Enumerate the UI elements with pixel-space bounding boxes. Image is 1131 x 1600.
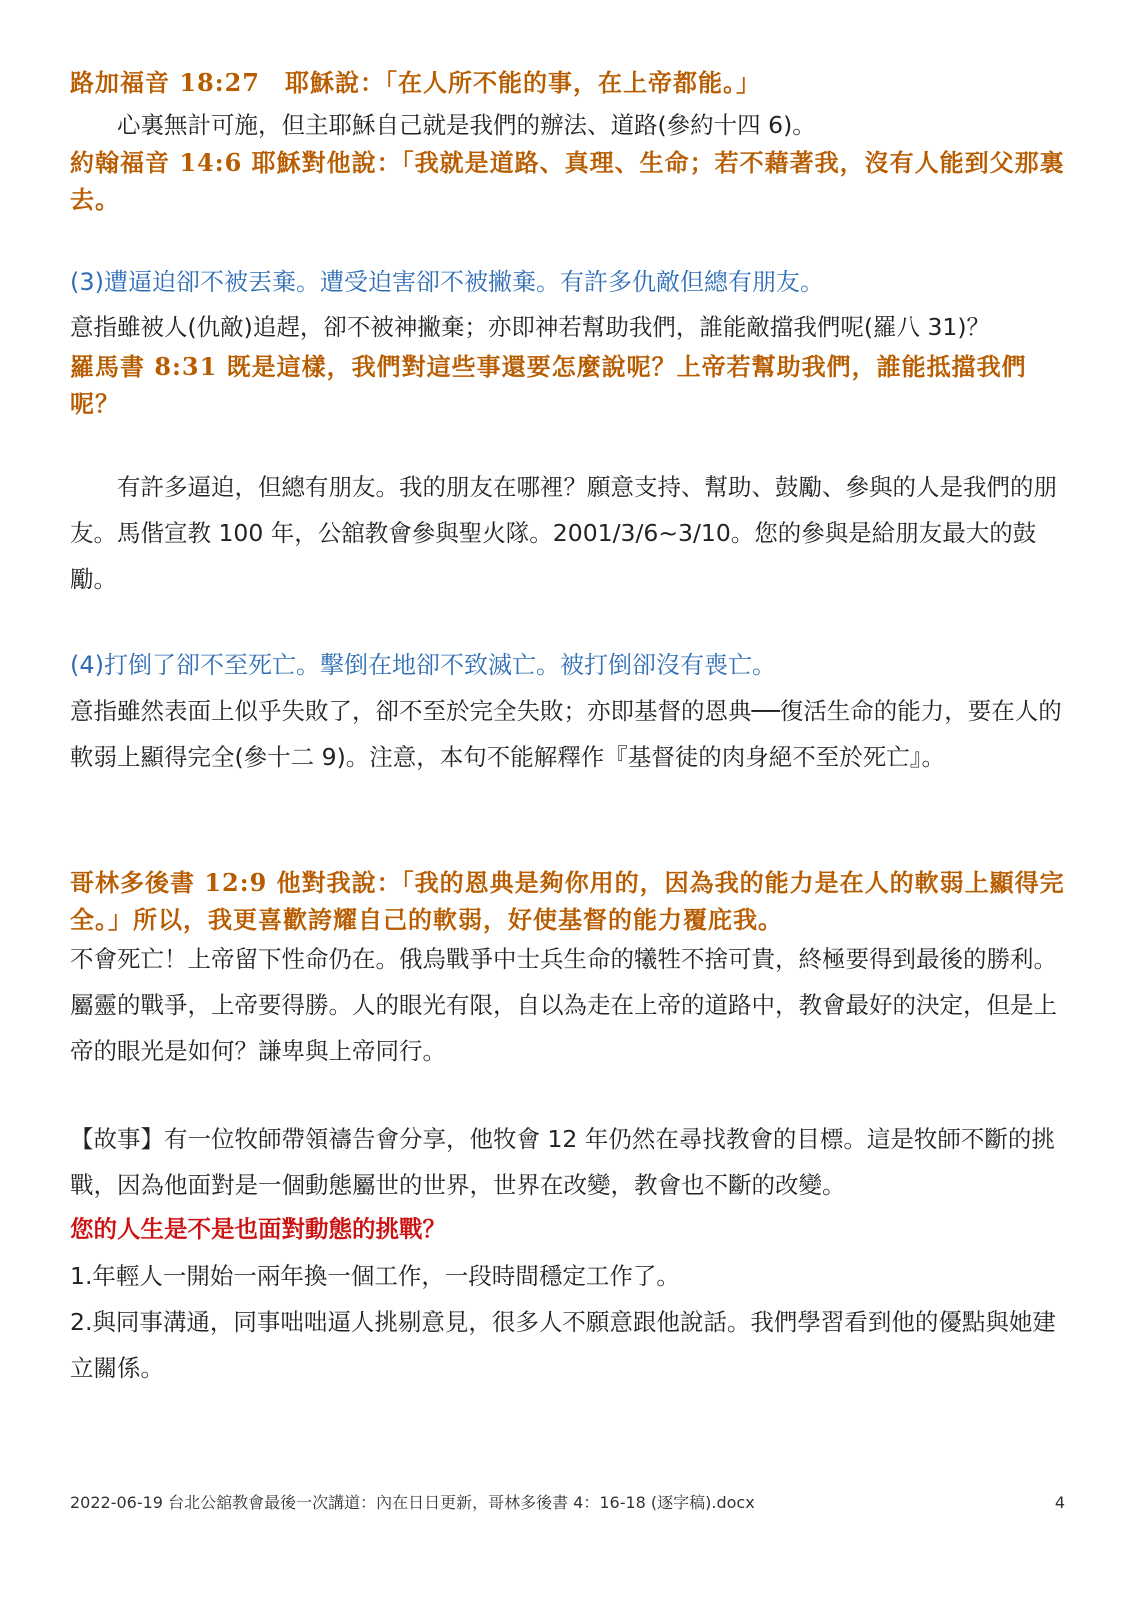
- paragraph-meaning-4: 意指雖然表面上似乎失敗了，卻不至於完全失敗；亦即基督的恩典──復活生命的能力，要在人的軟弱上顯得完全(參十二 9)。注意，本句不能解釋作『基督徒的肉身絕不至於死亡』。: [70, 697, 1062, 771]
- page-number: 4: [1054, 1493, 1065, 1512]
- paragraph-not-die: 不會死亡！上帝留下性命仍在。俄烏戰爭中士兵生命的犧牲不捨可貴，終極要得到最後的勝利。屬靈的戰爭，上帝要得勝。人的眼光有限，自以為走在上帝的道路中，教會最好的決定，但是上帝的眼光是如何？謙卑與上帝同行。: [70, 945, 1057, 1065]
- paragraph-no-way: 心裏無計可施，但主耶穌自己就是我們的辦法、道路(參約十四 6)。: [117, 111, 816, 139]
- question-dynamic-challenge: 您的人生是不是也面對動態的挑戰？: [70, 1215, 446, 1243]
- list-item-1: 1.年輕人一開始一兩年換一個工作，一段時間穩定工作了。: [70, 1262, 680, 1290]
- scripture-2cor-12-9: 哥林多後書 12:9 他對我說：「我的恩典是夠你用的，因為我的能力是在人的軟弱上顯得完全。」所以，我更喜歡誇耀自己的軟弱，好使基督的能力覆庇我。: [70, 868, 1065, 934]
- scripture-luke-18-27: 路加福音 18:27 耶穌說：「在人所不能的事，在上帝都能。」: [70, 68, 762, 97]
- scripture-john-14-6: 約翰福音 14:6 耶穌對他說：「我就是道路、真理、生命；若不藉著我，沒有人能到父那裏去。: [70, 148, 1065, 214]
- list-item-2: 2.與同事溝通，同事咄咄逼人挑剔意見，很多人不願意跟他說話。我們學習看到他的優點與她建立關係。: [70, 1308, 1056, 1382]
- scripture-romans-8-31: 羅馬書 8:31 既是這樣，我們對這些事還要怎麼說呢？上帝若幫助我們，誰能抵擋我們呢？: [70, 352, 1027, 418]
- heading-point-4: (4)打倒了卻不至死亡。擊倒在地卻不致滅亡。被打倒卻沒有喪亡。: [70, 651, 776, 679]
- paragraph-meaning-3: 意指雖被人(仇敵)追趕，卻不被神撇棄；亦即神若幫助我們，誰能敵擋我們呢(羅八 31)？: [70, 313, 991, 341]
- page-footer: [70, 1492, 1065, 1514]
- footer-filename: 2022-06-19 台北公舘教會最後一次講道：內在日日更新，哥林多後書 4：16-18 (逐字稿).docx: [70, 1493, 755, 1512]
- heading-point-3: (3)遭逼迫卻不被丟棄。遭受迫害卻不被撇棄。有許多仇敵但總有朋友。: [70, 268, 824, 296]
- paragraph-story: 【故事】有一位牧師帶領禱告會分享，他牧會 12 年仍然在尋找教會的目標。這是牧師不斷的挑戰，因為他面對是一個動態屬世的世界，世界在改變，教會也不斷的改變。: [70, 1125, 1055, 1199]
- paragraph-friends: 有許多逼迫，但總有朋友。我的朋友在哪裡？願意支持、幫助、鼓勵、參與的人是我們的朋友。馬偕宣教 100 年，公舘教會參與聖火隊。2001/3/6~3/10。您的參與是給朋友最大的鼓勵。: [70, 473, 1057, 593]
